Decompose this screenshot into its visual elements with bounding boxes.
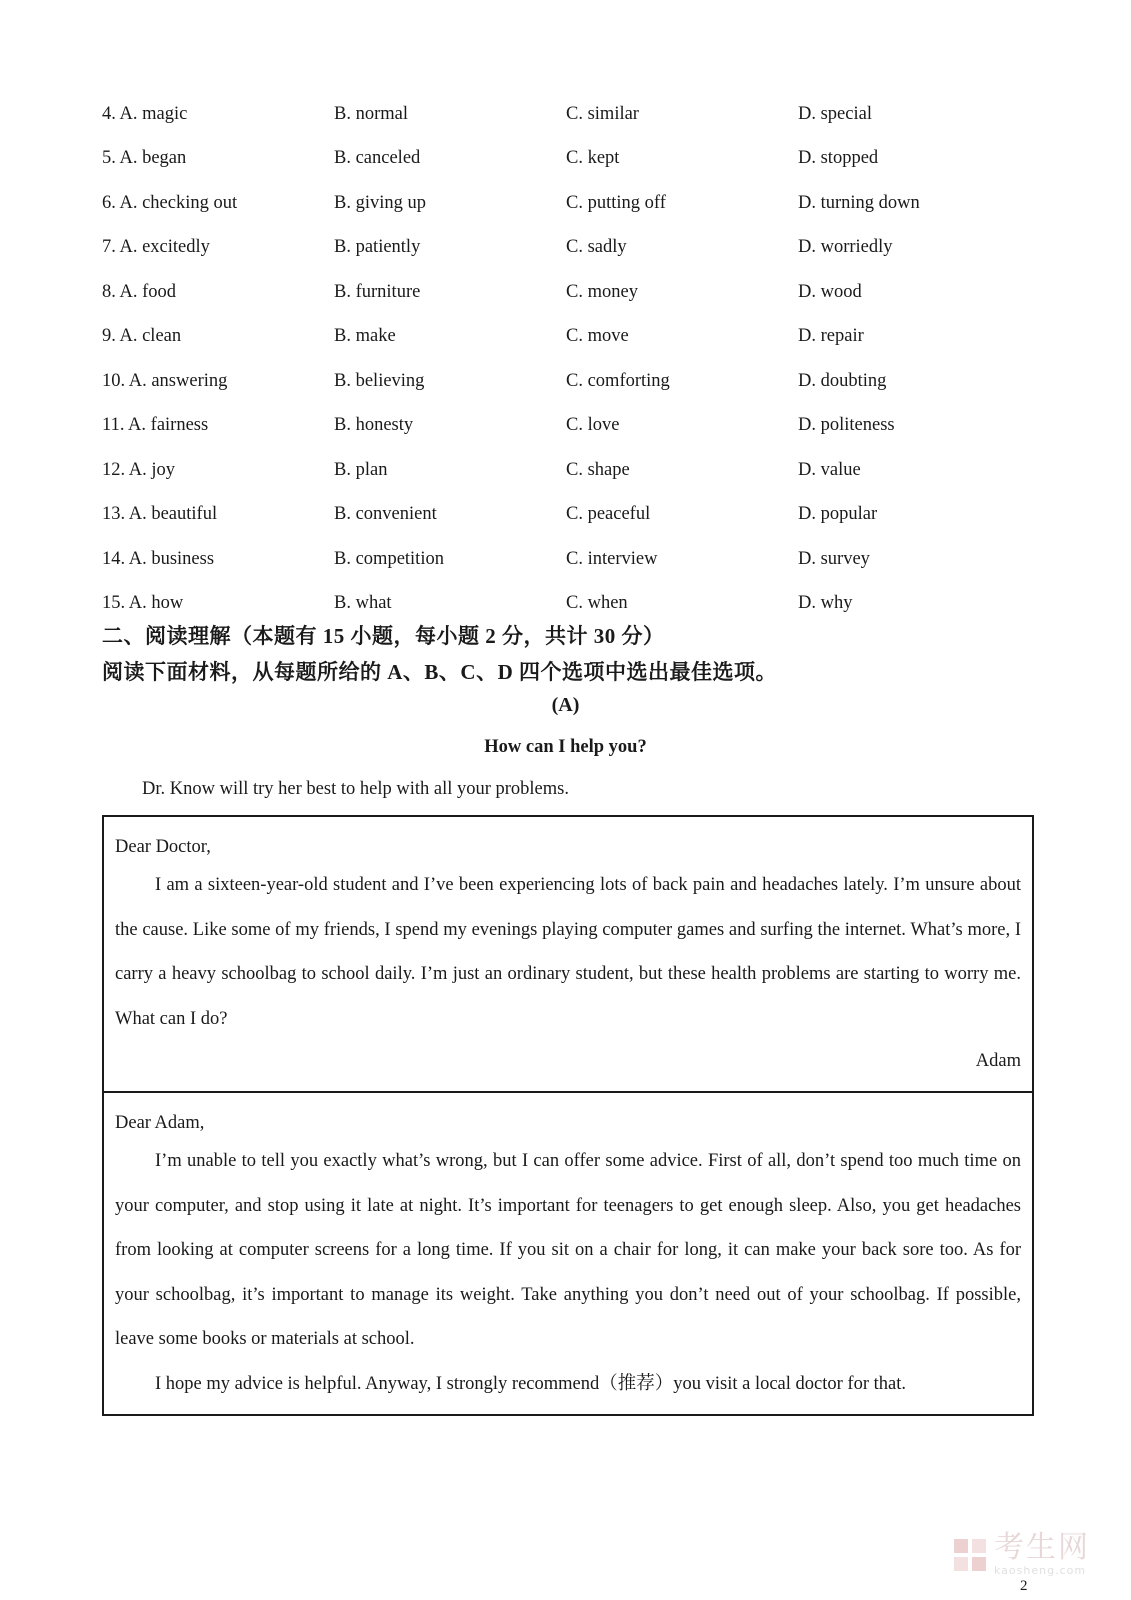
option-c: C. similar — [566, 103, 639, 124]
option-b: B. competition — [334, 548, 444, 569]
option-row — [102, 537, 1042, 582]
option-d: D. turning down — [798, 192, 920, 213]
option-d: D. survey — [798, 548, 870, 569]
letter2-closing: I hope my advice is helpful. Anyway, I strongly recommend（推荐）you visit a local doctor for that. — [155, 1373, 906, 1394]
option-c: C. when — [566, 593, 628, 614]
option-row — [102, 226, 1042, 271]
option-a: 4. A. magic — [102, 103, 188, 124]
option-a: 14. A. business — [102, 548, 215, 569]
option-c: C. comforting — [566, 370, 670, 391]
option-row — [102, 404, 1042, 449]
option-a: 5. A. began — [102, 148, 187, 169]
option-b: B. canceled — [334, 148, 421, 169]
option-a: 15. A. how — [102, 593, 184, 614]
option-row — [102, 493, 1042, 538]
passage-label: (A) — [551, 694, 580, 716]
passage-intro: Dr. Know will try her best to help with all your problems. — [142, 779, 569, 799]
section-title: 二、阅读理解（本题有 15 小题，每小题 2 分，共计 30 分） — [102, 624, 665, 648]
watermark — [952, 1532, 1090, 1577]
option-a: 10. A. answering — [102, 370, 228, 391]
option-a: 7. A. excitedly — [102, 237, 210, 258]
option-d: D. why — [798, 593, 853, 614]
option-a: 11. A. fairness — [102, 415, 209, 436]
option-b: B. believing — [334, 370, 425, 391]
option-row — [102, 448, 1042, 493]
option-c: C. interview — [566, 548, 658, 569]
option-a: 13. A. beautiful — [102, 504, 218, 525]
option-d: D. value — [798, 459, 861, 480]
option-c: C. money — [566, 281, 638, 302]
option-b: B. giving up — [334, 192, 426, 213]
option-row — [102, 315, 1042, 360]
letter2-body: I’m unable to tell you exactly what’s wrong, but I can offer some advice. First of all, don’t spend too much time on your computer, and stop using it late at night. It’s important for teenagers to get enough sleep. Also, you get headaches from looking at computer screens for a long time. If you sit on a chair for long, it can make your back sore too. As for your schoolbag, it’s important to manage its weight. Take anything you don’t need out of your schoolbag. If possible, leave some books or materials at school. — [115, 1151, 1021, 1349]
letter-from-doctor — [104, 1091, 1032, 1414]
option-b: B. what — [334, 593, 392, 614]
letter1-signature: Adam — [975, 1051, 1021, 1071]
option-c: C. move — [566, 326, 629, 347]
watermark-url: kaosheng.com — [994, 1564, 1087, 1577]
option-c: C. love — [566, 415, 620, 436]
option-a: 9. A. clean — [102, 326, 182, 347]
option-b: B. patiently — [334, 237, 421, 258]
option-d: D. popular — [798, 504, 878, 525]
letter1-salutation: Dear Doctor, — [115, 837, 211, 857]
option-row — [102, 359, 1042, 404]
option-c: C. shape — [566, 459, 630, 480]
section-instruction: 阅读下面材料，从每题所给的 A、B、C、D 四个选项中选出最佳选项。 — [102, 660, 778, 684]
option-b: B. honesty — [334, 415, 414, 436]
option-a: 8. A. food — [102, 281, 176, 302]
option-d: D. politeness — [798, 415, 895, 436]
passage-title: How can I help you? — [484, 737, 647, 757]
option-b: B. plan — [334, 459, 388, 480]
option-d: D. worriedly — [798, 237, 893, 258]
page-number: 2 — [1020, 1578, 1028, 1594]
option-c: C. putting off — [566, 192, 666, 213]
watermark-name: 考生网 — [994, 1530, 1090, 1565]
option-b: B. convenient — [334, 504, 437, 525]
option-d: D. stopped — [798, 148, 879, 169]
option-d: D. wood — [798, 281, 862, 302]
option-a: 12. A. joy — [102, 459, 175, 480]
option-row — [102, 181, 1042, 226]
option-b: B. normal — [334, 103, 408, 124]
option-a: 6. A. checking out — [102, 192, 238, 213]
options-table — [102, 92, 1042, 626]
letter-from-adam — [104, 817, 1032, 1091]
option-d: D. repair — [798, 326, 864, 347]
option-c: C. kept — [566, 148, 620, 169]
option-b: B. make — [334, 326, 396, 347]
option-row — [102, 270, 1042, 315]
option-d: D. doubting — [798, 370, 887, 391]
letter1-body: I am a sixteen-year-old student and I’ve been experiencing lots of back pain and headaches lately. I’m unsure about the cause. Like some of my friends, I spend my evenings playing computer games and surfing the internet. What’s more, I carry a heavy schoolbag to school daily. I’m just an ordinary student, but these health problems are starting to worry me. What can I do? — [115, 875, 1021, 1029]
letter2-salutation: Dear Adam, — [115, 1113, 205, 1133]
option-d: D. special — [798, 103, 872, 124]
option-c: C. sadly — [566, 237, 627, 258]
letters-box — [102, 815, 1034, 1416]
option-row — [102, 137, 1042, 182]
option-b: B. furniture — [334, 281, 421, 302]
option-c: C. peaceful — [566, 504, 651, 525]
kaosheng-logo-icon — [952, 1537, 988, 1573]
option-row — [102, 92, 1042, 137]
